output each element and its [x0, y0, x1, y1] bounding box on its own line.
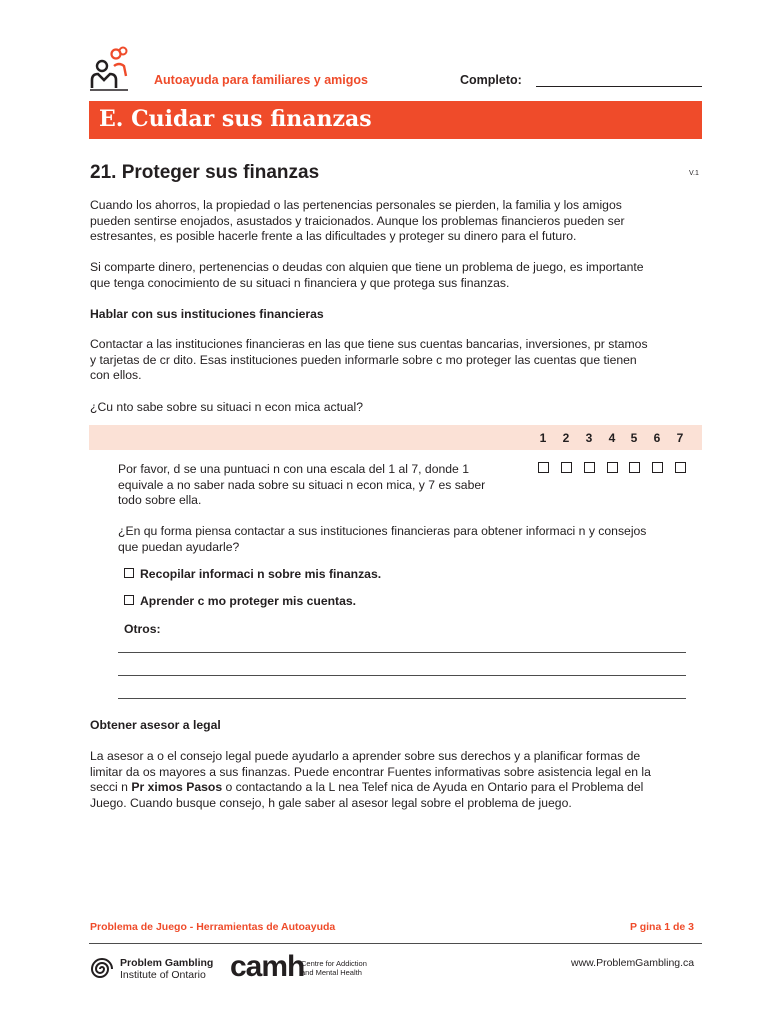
footer-title: Problema de Juego - Herramientas de Autoayuda — [90, 921, 336, 933]
camh-logo: camh — [230, 950, 305, 983]
scale-number: 2 — [562, 431, 570, 445]
version-label: V.1 — [689, 170, 699, 177]
scale-number: 5 — [630, 431, 638, 445]
pgio-name-line1: Problem Gambling — [120, 957, 214, 969]
text-line: Cuando los ahorros, la propiedad o las pertenencias personales se pierden, la familia y los amigos — [90, 198, 622, 212]
banner-title: E. Cuidar sus finanzas — [99, 106, 372, 132]
rating-checkbox-3[interactable] — [584, 462, 595, 473]
scale-number: 1 — [539, 431, 547, 445]
page-title: 21. Proteger sus finanzas — [90, 162, 320, 183]
rating-checkbox-6[interactable] — [652, 462, 663, 473]
institutions-paragraph — [90, 337, 680, 384]
option-checkbox-recopilar[interactable] — [124, 568, 134, 578]
camh-name-line2: and Mental Health — [301, 968, 362, 977]
intro-paragraph-2 — [90, 260, 680, 291]
completo-field-line[interactable] — [536, 86, 702, 87]
scale-number: 3 — [585, 431, 593, 445]
scale-number: 7 — [676, 431, 684, 445]
contact-plan-question — [118, 524, 698, 555]
text-line: equivale a no saber nada sobre su situaci n econ mica, y 7 es saber — [118, 477, 486, 492]
next-steps-reference: Pr ximos Pasos — [131, 780, 223, 794]
family-logo-icon — [88, 46, 132, 92]
rating-instructions — [118, 462, 513, 509]
camh-name-line1: Centre for Addiction — [301, 959, 367, 968]
text-line: limitar da os mayores a sus finanzas. Puede encontrar Fuentes informativas sobre asistencia legal en la — [90, 764, 651, 779]
write-in-line-3[interactable] — [118, 698, 686, 699]
text-line: Si comparte dinero, pertenencias o deudas con alquien que tiene un problema de juego, es importante — [90, 260, 644, 274]
text-line: y tarjetas de cr dito. Esas instituciones pueden informarle sobre c mo proteger las cuentas que tienen — [90, 352, 637, 367]
institutions-heading: Hablar con sus instituciones financieras — [90, 307, 324, 321]
website-link[interactable]: www.ProblemGambling.ca — [571, 957, 695, 969]
otros-label: Otros: — [124, 622, 161, 636]
knowledge-question: ¿Cu nto sabe sobre su situaci n econ mica actual? — [90, 400, 364, 414]
text-line: Contactar a las instituciones financieras en las que tiene sus cuentas bancarias, inversiones, pr stamos — [90, 337, 648, 351]
intro-paragraph-1 — [90, 198, 680, 245]
text-line: estresantes, es posible hacerle frente a las dificultades y proteger su dinero para el futuro. — [90, 229, 577, 243]
header-subtitle: Autoayuda para familiares y amigos — [154, 73, 368, 87]
pgio-name-line2: Institute of Ontario — [120, 969, 206, 981]
scale-number: 6 — [653, 431, 661, 445]
text-line: ¿En qu forma piensa contactar a sus instituciones financieras para obtener informaci n y consejos — [118, 524, 647, 538]
option-label-aprender: Aprender c mo proteger mis cuentas. — [140, 594, 357, 608]
footer-divider — [89, 943, 702, 944]
text-span: secci n — [90, 780, 132, 794]
rating-checkbox-5[interactable] — [629, 462, 640, 473]
text-line: Juego. Cuando busque consejo, h gale saber al asesor legal sobre el problema de juego. — [90, 795, 572, 810]
text-span: o contactando a la L nea Telef nica de Ayuda en Ontario para el Problema del — [222, 780, 644, 794]
text-line: que puedan ayudarle? — [118, 539, 240, 554]
text-line: La asesor a o el consejo legal puede ayudarlo a aprender sobre sus derechos y a planificar formas de — [90, 749, 641, 763]
rating-checkbox-7[interactable] — [675, 462, 686, 473]
text-line: todo sobre ella. — [118, 493, 202, 507]
text-line: con ellos. — [90, 368, 142, 382]
option-checkbox-aprender[interactable] — [124, 595, 134, 605]
rating-checkbox-2[interactable] — [561, 462, 572, 473]
completo-label: Completo: — [460, 73, 522, 87]
write-in-line-2[interactable] — [118, 675, 686, 676]
rating-checkbox-1[interactable] — [538, 462, 549, 473]
write-in-line-1[interactable] — [118, 652, 686, 653]
text-line: Por favor, d se una puntuaci n con una escala del 1 al 7, donde 1 — [118, 462, 469, 476]
pgio-spiral-logo-icon — [90, 957, 114, 981]
page-number: P gina 1 de 3 — [630, 921, 694, 933]
option-label-recopilar: Recopilar informaci n sobre mis finanzas. — [140, 567, 382, 581]
scale-number: 4 — [608, 431, 616, 445]
rating-checkbox-4[interactable] — [607, 462, 618, 473]
text-line: pueden sentirse enojados, asustados y traicionados. Aunque los problemas financieros pueden ser — [90, 213, 625, 228]
legal-heading: Obtener asesor a legal — [90, 718, 221, 732]
text-line — [90, 780, 680, 796]
text-line: que tenga conocimiento de su situaci n financiera y que protega sus finanzas. — [90, 275, 510, 290]
legal-paragraph — [90, 749, 680, 811]
